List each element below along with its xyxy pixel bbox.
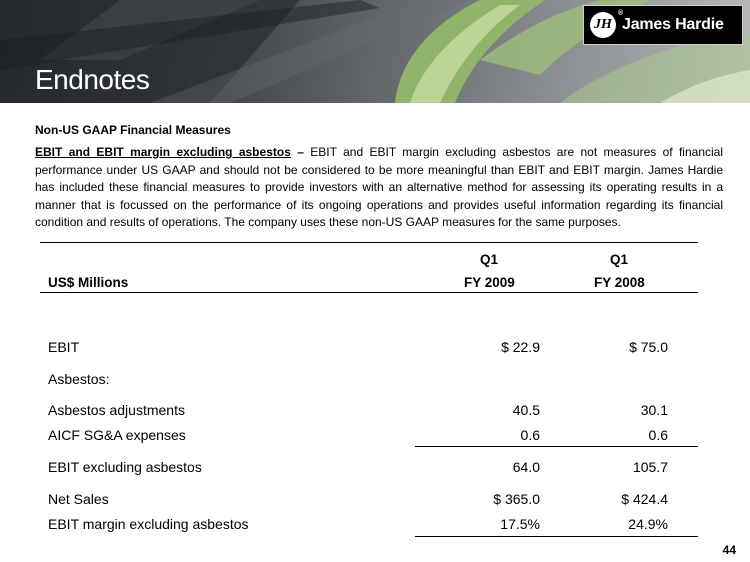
row-ebit-margin-fy2009: 17.5%: [500, 516, 540, 532]
row-aicf-sga-fy2008: 0.6: [648, 427, 668, 443]
row-ebit-fy2009: $ 22.9: [501, 339, 540, 355]
row-ebit-excl-asbestos-fy2008: 105.7: [632, 459, 668, 475]
table-top-rule: [40, 242, 698, 243]
paragraph-text: EBIT and EBIT margin excluding asbestos are not measures of financial performance under US GAAP and should not be considered to be more meaningful than EBIT and EBIT margin. James Hardie has included these financial measures to provide investors with an alternative method for assessing its operating results in a manner that is focussed on the performance of its ongoing operations and provides useful information regarding its financial condition and results of operations. The company uses these non-US GAAP measures for the same purposes.: [35, 145, 724, 229]
row-label-ebit: EBIT: [48, 339, 80, 355]
subtotal-rule: [415, 446, 698, 447]
section-subheading: Non-US GAAP Financial Measures: [35, 123, 231, 137]
description-paragraph: [35, 144, 723, 232]
row-label-aicf-sga: AICF SG&A expenses: [48, 427, 186, 443]
col2-header-line1: Q1: [610, 252, 629, 267]
paragraph-dash: –: [290, 145, 311, 159]
row-asbestos-adjustments-fy2008: 30.1: [640, 402, 668, 418]
page-title: Endnotes: [35, 64, 150, 95]
row-net-sales-fy2008: $ 424.4: [621, 491, 668, 507]
row-aicf-sga-fy2009: 0.6: [520, 427, 540, 443]
row-net-sales-fy2009: $ 365.0: [493, 491, 540, 507]
registered-mark: ®: [618, 10, 623, 17]
brand-name: [618, 10, 724, 34]
row-ebit-margin-fy2008: 24.9%: [628, 516, 668, 532]
row-label-net-sales: Net Sales: [48, 491, 109, 507]
header-banner: [0, 0, 750, 103]
logo-mark-icon: JH: [590, 12, 616, 38]
header-bottom-rule: [40, 292, 698, 293]
row-asbestos-adjustments-fy2009: 40.5: [512, 402, 540, 418]
row-label-asbestos: Asbestos:: [48, 371, 110, 387]
col1-header-line1: Q1: [480, 252, 499, 267]
james-hardie-logo: [583, 5, 743, 45]
page-number: 44: [722, 543, 736, 557]
brand-label: James Hardie: [622, 16, 724, 33]
paragraph-lead: EBIT and EBIT margin excluding asbestos: [35, 145, 291, 159]
row-label-ebit-excl-asbestos: EBIT excluding asbestos: [48, 459, 202, 475]
col1-header-line2: FY 2009: [464, 275, 515, 290]
row-label-asbestos-adjustments: Asbestos adjustments: [48, 402, 185, 418]
unit-label: US$ Millions: [48, 275, 129, 290]
row-ebit-excl-asbestos-fy2009: 64.0: [512, 459, 540, 475]
col2-header-line2: FY 2008: [594, 275, 645, 290]
row-label-ebit-margin: EBIT margin excluding asbestos: [48, 516, 249, 532]
table-bottom-rule: [415, 536, 698, 537]
row-ebit-fy2008: $ 75.0: [629, 339, 668, 355]
